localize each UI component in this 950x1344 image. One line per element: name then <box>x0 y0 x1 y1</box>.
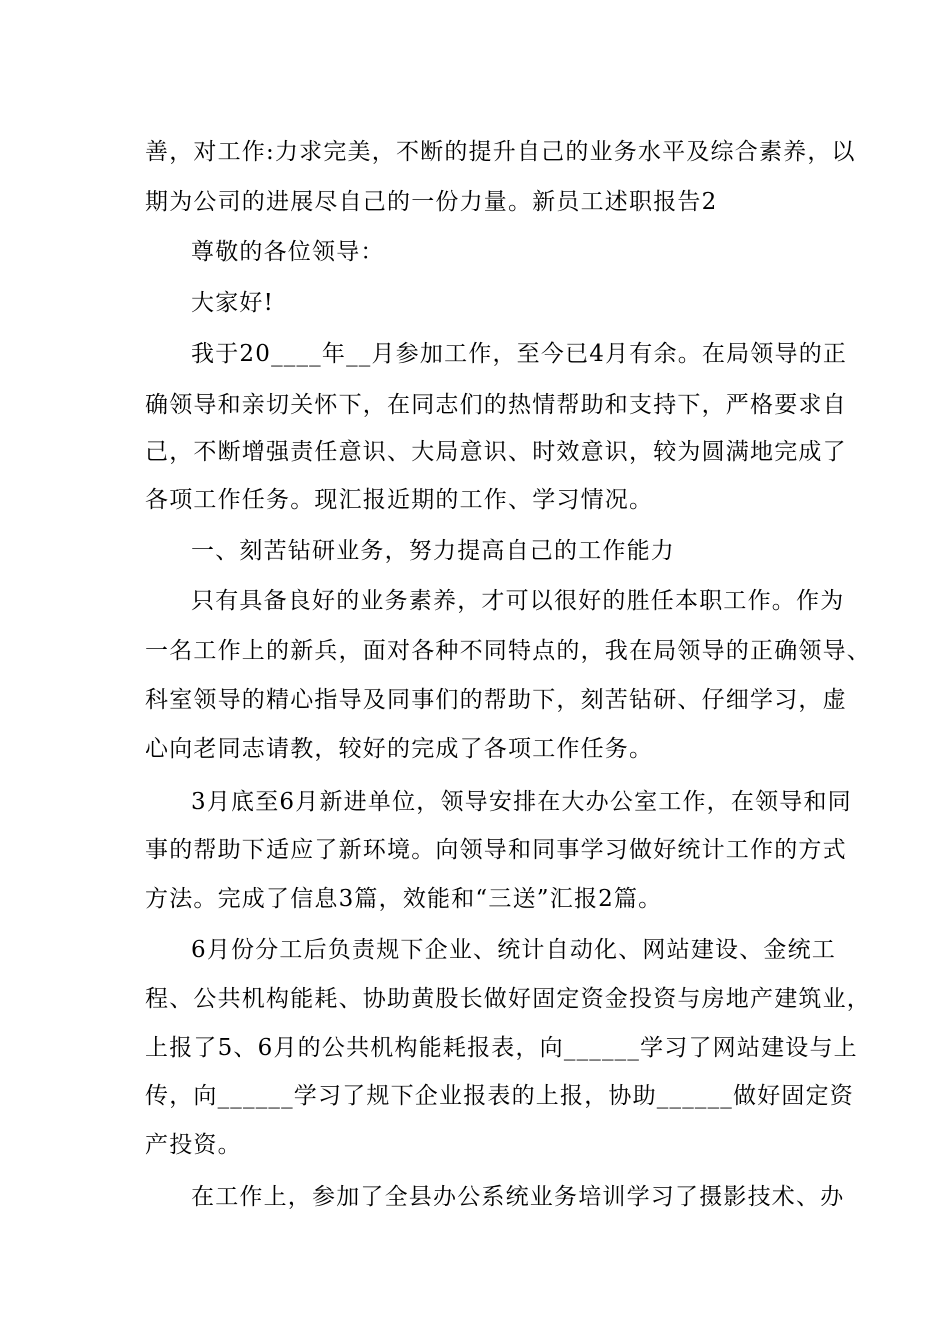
text-line: 确领导和亲切关怀下，在同志们的热情帮助和支持下，严格要求自 <box>145 392 847 418</box>
text-line: 事的帮助下适应了新环境。向领导和同事学习做好统计工作的方式 <box>145 837 847 863</box>
text-line: 传，向______学习了规下企业报表的上报，协助______做好固定资 <box>145 1083 854 1109</box>
text-line: 我于20____年__月参加工作，至今已4月有余。在局领导的正 <box>191 341 848 367</box>
text-line: 方法。完成了信息3篇，效能和“三送”汇报2篇。 <box>145 886 663 912</box>
text-line: 6月份分工后负责规下企业、统计自动化、网站建设、金统工 <box>191 937 837 963</box>
text-line: 心向老同志请教，较好的完成了各项工作任务。 <box>145 736 654 762</box>
text-line: 各项工作任务。现汇报近期的工作、学习情况。 <box>145 487 654 513</box>
section-heading: 一、刻苦钻研业务，努力提高自己的工作能力 <box>191 538 675 564</box>
text-line: 期为公司的进展尽自己的一份力量。新员工述职报告2 <box>145 189 718 215</box>
text-line: 己，不断增强责任意识、大局意识、时效意识，较为圆满地完成了 <box>145 439 847 465</box>
text-line: 3月底至6月新进单位，领导安排在大办公室工作，在领导和同 <box>191 789 852 815</box>
greeting: 大家好! <box>191 290 275 316</box>
text-line: 善，对工作:力求完美，不断的提升自己的业务水平及综合素养，以 <box>145 139 856 165</box>
text-line: 只有具备良好的业务素养，才可以很好的胜任本职工作。作为 <box>191 588 845 614</box>
text-line: 一名工作上的新兵，面对各种不同特点的，我在局领导的正确领导、 <box>145 638 871 664</box>
text-line: 科室领导的精心指导及同事们的帮助下，刻苦钻研、仔细学习，虚 <box>145 687 847 713</box>
text-line: 上报了5、6月的公共机构能耗报表，向______学习了网站建设与上 <box>145 1035 858 1061</box>
text-line: 产投资。 <box>145 1132 242 1158</box>
text-line: 在工作上，参加了全县办公系统业务培训学习了摄影技术、办 <box>191 1184 845 1210</box>
text-line: 程、公共机构能耗、协助黄股长做好固定资金投资与房地产建筑业， <box>145 986 871 1012</box>
salutation: 尊敬的各位领导： <box>191 239 385 265</box>
